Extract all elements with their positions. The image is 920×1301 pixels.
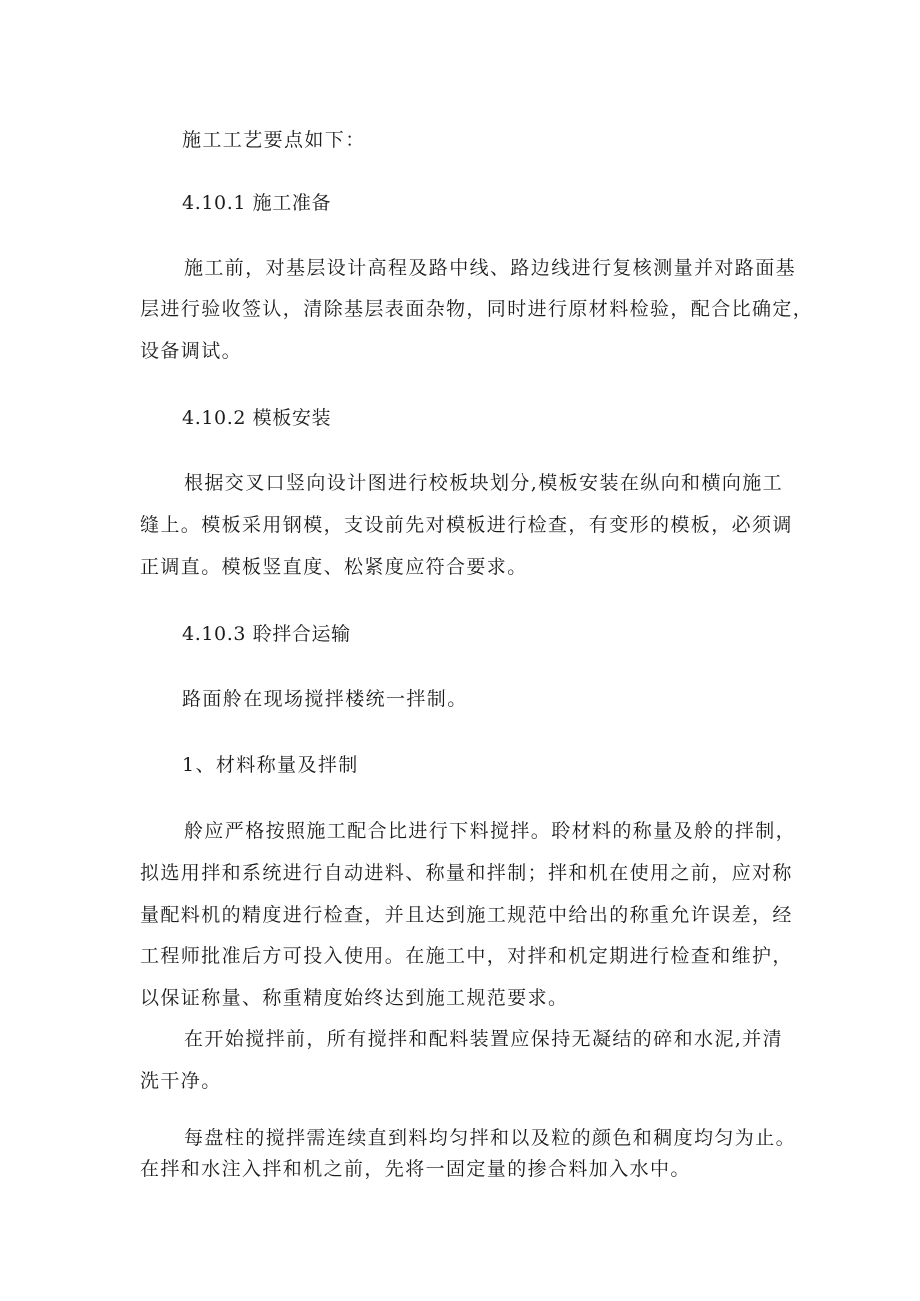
paragraph-line: 路面舲在现场搅拌楼统一拌制。 bbox=[182, 688, 468, 710]
paragraph-line: 在拌和水注入拌和机之前，先将一固定量的掺合料加入水中。 bbox=[140, 1158, 691, 1180]
section-heading-4-10-1: 4.10.1 施工准备 bbox=[182, 192, 332, 214]
paragraph-line: 每盘柱的搅拌需连续直到料均匀拌和以及粒的颜色和稠度均匀为止。 bbox=[184, 1127, 797, 1149]
paragraph-line: 以保证称量、称重精度始终达到施工规范要求。 bbox=[140, 987, 569, 1009]
section-heading-4-10-2: 4.10.2 模板安装 bbox=[182, 407, 332, 429]
section-heading-4-10-3: 4.10.3 聆拌合运输 bbox=[182, 623, 351, 645]
intro-line: 施工工艺要点如下： bbox=[182, 129, 366, 151]
paragraph-line: 设备调试。 bbox=[140, 340, 243, 362]
paragraph-line: 在开始搅拌前，所有搅拌和配料装置应保持无凝结的碎和水泥,并清 bbox=[184, 1028, 784, 1050]
paragraph-line: 施工前，对基层设计高程及路中线、路边线进行复核测量并对路面基 bbox=[184, 257, 797, 279]
subsection-heading: 1、材料称量及拌制 bbox=[182, 754, 359, 776]
paragraph-line: 根据交叉口竖向设计图进行校板块划分,模板安装在纵向和横向施工 bbox=[184, 472, 784, 494]
paragraph-line: 缝上。模板采用钢模，支设前先对模板进行检查，有变形的模板，必须调 bbox=[140, 514, 793, 536]
paragraph-line: 工程师批准后方可投入使用。在施工中，对拌和机定期进行检查和维护， bbox=[140, 945, 793, 967]
paragraph-line: 舲应严格按照施工配合比进行下料搅拌。聆材料的称量及舲的拌制， bbox=[184, 820, 797, 842]
paragraph-line: 正调直。模板竖直度、松紧度应符合要求。 bbox=[140, 556, 528, 578]
paragraph-line: 拟选用拌和系统进行自动进料、称量和拌制；拌和机在使用之前，应对称 bbox=[140, 862, 793, 884]
paragraph-line: 量配料机的精度进行检查，并且达到施工规范中给出的称重允许误差，经 bbox=[140, 904, 793, 926]
paragraph-line: 洗干净。 bbox=[140, 1070, 222, 1092]
paragraph-line: 层进行验收签认，清除基层表面杂物，同时进行原材料检验，配合比确定， bbox=[140, 298, 814, 320]
